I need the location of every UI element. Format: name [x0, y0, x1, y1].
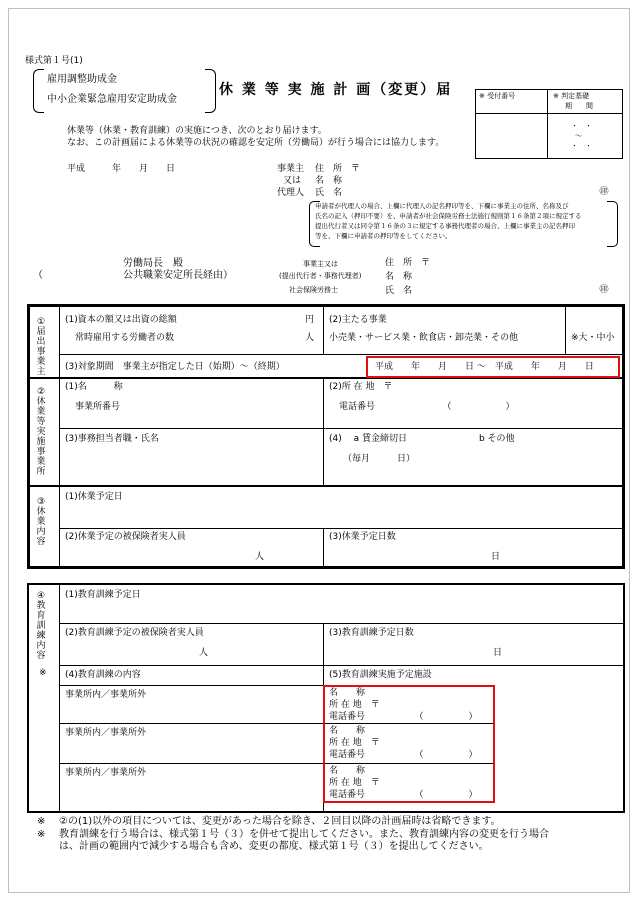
form-number: 様式第１号(1)	[25, 56, 83, 66]
facility-3-phone: 電話番号 （ ）	[329, 790, 478, 800]
target-period-label: (3)対象期間 事業主が指定した日（始期）～（終期）	[65, 362, 285, 372]
form-title: 休 業 等 実 施 計 画（変更）届	[219, 82, 453, 98]
office-name-label: (1)名 称	[65, 382, 123, 392]
facility-2-phone: 電話番号 （ ）	[329, 750, 478, 760]
section-4-label: ④教育訓練内容	[36, 591, 46, 661]
training-days-label: (3)教育訓練予定日数	[329, 628, 414, 638]
section-1-label: ①届出事業主	[36, 317, 46, 377]
employer-name: 名 称	[315, 176, 343, 186]
agent-note-3: 提出代行者又は同令第１６条の３に規定する事務代理者の場合、上欄に事業主の記名押印	[315, 222, 575, 230]
agent-note-2: 氏名の記入（押印不要）を、申請者が社会保険労務士法施行規則第１６条第２項に規定する	[315, 212, 582, 220]
wage-cutoff-label: (4) a 賃金締切日 b その他	[329, 434, 515, 444]
section-3-label: ③休業内容	[36, 497, 46, 547]
facility-1-phone: 電話番号 （ ）	[329, 712, 478, 722]
facility-2-name: 名 称	[329, 726, 366, 736]
agent-note-1: 申請者が代理人の場合、上欄に代理人の記名押印等を、下欄に事業主の住所、名称及び	[315, 202, 569, 210]
employer2-address: 住 所 〒	[385, 258, 431, 268]
receipt-number-label: ※ 受付番号	[479, 92, 516, 100]
employer-address: 住 所 〒	[315, 164, 361, 174]
employer-person: 氏 名	[315, 188, 343, 198]
main-business-label: (2)主たる事業	[329, 315, 387, 325]
footnote-2: 教育訓練を行う場合は、様式第１号（３）を併せて提出してください。また、教育訓練内容の変更を行う場合	[59, 829, 549, 840]
agent-note-4: 等を、下欄に申請者の押印等をしてください。	[315, 232, 452, 240]
staff-label: (3)事務担当者職・氏名	[65, 434, 159, 444]
seal-mark: ㊞	[599, 187, 609, 197]
facility-1-name: 名 称	[329, 688, 366, 698]
footnote-3: は、計画の範囲内で減少する場合も含め、変更の都度、様式第１号（３）を提出してください。	[59, 841, 489, 852]
capital-label: (1)資本の額又は出資の総額	[65, 315, 177, 325]
training-facility-label: (5)教育訓練実施予定施設	[329, 670, 432, 680]
employer2-person: 氏 名	[385, 286, 413, 296]
subsidy-name-1: 雇用調整助成金	[47, 74, 117, 85]
business-types: 小売業・サービス業・飲食店・卸売業・その他	[329, 333, 519, 343]
bracket-left	[33, 69, 44, 113]
intro-line-1: 休業等（休業・教育訓練）の実施につき、次のとおり届けます。	[67, 126, 327, 136]
target-period-value[interactable]: 平成 年 月 日 ～ 平成 年 月 日	[375, 362, 594, 372]
leave-days-label: (3)休業予定日数	[329, 532, 396, 542]
employer2-name: 名 称	[385, 272, 413, 282]
facility-2-address: 所 在 地 〒	[329, 738, 380, 748]
section-2	[29, 378, 623, 486]
addressee-office: 公共職業安定所長経由）	[123, 270, 233, 281]
submission-date: 平成 年 月 日	[67, 164, 176, 174]
intro-line-2: なお、この計画届による休業等の状況の確認を安定所（労働局）が行う場合には協力します。	[67, 138, 445, 148]
facility-type-1: 事業所内／事業所外	[65, 690, 147, 700]
judge-period-label: ※ 判定基礎	[553, 92, 590, 100]
addressee-labor-bureau: 労働局長 殿	[123, 258, 183, 269]
facility-1-address: 所 在 地 〒	[329, 700, 380, 710]
subsidy-name-2: 中小企業緊急雇用安定助成金	[47, 94, 177, 105]
facility-3-address: 所 在 地 〒	[329, 778, 380, 788]
leave-insured-label: (2)休業予定の被保険者実人員	[65, 532, 186, 542]
facility-type-2: 事業所内／事業所外	[65, 728, 147, 738]
footnote-1: ②の(1)以外の項目については、変更があった場合を除き、２回目以降の計画届時は省略できます。	[59, 816, 501, 827]
facility-type-3: 事業所内／事業所外	[65, 768, 147, 778]
office-address-label: (2)所 在 地 〒	[329, 382, 393, 392]
leave-date-label: (1)休業予定日	[65, 492, 123, 502]
workers-label: 常時雇用する労働者の数	[75, 333, 175, 343]
company-size: ※大・中小	[571, 333, 615, 343]
section-2-label: ②休業等実施事業所	[36, 387, 46, 477]
bracket-right	[205, 69, 216, 113]
office-number-label: 事業所番号	[75, 402, 121, 412]
seal-mark-2: ㊞	[599, 285, 609, 295]
training-date-label: (1)教育訓練予定日	[65, 590, 141, 600]
form-page: 様式第１号(1) 雇用調整助成金 中小企業緊急雇用安定助成金 休 業 等 実 施 計 画（変更）届 ※ 受付番号 ※ 判定基礎 期 間 ・ ・ ～ ・ ・ 休業等（休業・教育訓練）の実施につき、次のとおり届けます。 なお、この計画届による休業等の状況の確認を安定所（労働局）が行う場合には協力します。 平成 年 月 日 事業主 住 所 〒 又は 名 称 代理人 氏 名 ㊞ 申請者が代理人の場合、上欄に代理人の記名押印等を、下欄に事業主の住所、名称及び 氏名の記入（押印不要）を、申請者が社会保険労務士法施行規則第１６条第２項に規定する 提出代行者又は同令第１６条の３に規定する事務代理者の場合、上欄に事業主の記名押印 等を、下欄に申請者の押印等をしてください。 労働局長 殿 （ 公共職業安定所長経由） 事業主又は (提出代行者・事務代理者) 社会保険労務士 住 所 〒 名 称 氏 名 ㊞ ①届出事業主 (1)資本の額又は出資の総額 円 常時雇用する労働者の数 人 (2)主たる事業 小売業・サービス業・飲食店・卸売業・その他 ※大・中小 (3)対象期間 事業主が指定した日（始期）～（終期） 平成 年 月 日 ～ 平成 年 月 日 ②休業等実施事業所 (1)名 称 事業所番号 (2)所 在 地 〒 電話番号 （ ） (3)事務担当者職・氏名 (4) a 賃金締切日 b その他 （毎月 日） ③休業内容 (1)休業予定日 (2)休業予定の被保険者実人員 人 (3)休業予定日数 日 ④教育訓練内容 ※ (1)教育訓練予定日 (2)教育訓練予定の被保険者実人員 人 (3)教育訓練予定日数 日 (4)教育訓練の内容 (5)教育訓練実施予定施設 事業所内／事業所外 事業所内／事業所外 事業所内／事業所外 名 称 所 在 地 〒 電話番号 （ ） 名 称 所 在 地 〒 電話番号 （ ） 名 称 所 在 地 〒 電話番号 （ ） ※ ②の(1)以外の項目については、変更があった場合を除き、２回目以降の計画届時は省略できます。 ※ 教育訓練を行う場合は、様式第１号（３）を併せて提出してください。また、教育訓練内容の変更を行う場合 は、計画の範囲内で減少する場合も含め、変更の都度、様式第１号（３）を提出してください。	[8, 8, 630, 893]
training-content-label: (4)教育訓練の内容	[65, 670, 141, 680]
monthly-day: （毎月 日）	[343, 454, 416, 464]
training-insured-label: (2)教育訓練予定の被保険者実人員	[65, 628, 204, 638]
facility-3-name: 名 称	[329, 766, 366, 776]
office-phone-label: 電話番号 （ ）	[339, 402, 515, 412]
